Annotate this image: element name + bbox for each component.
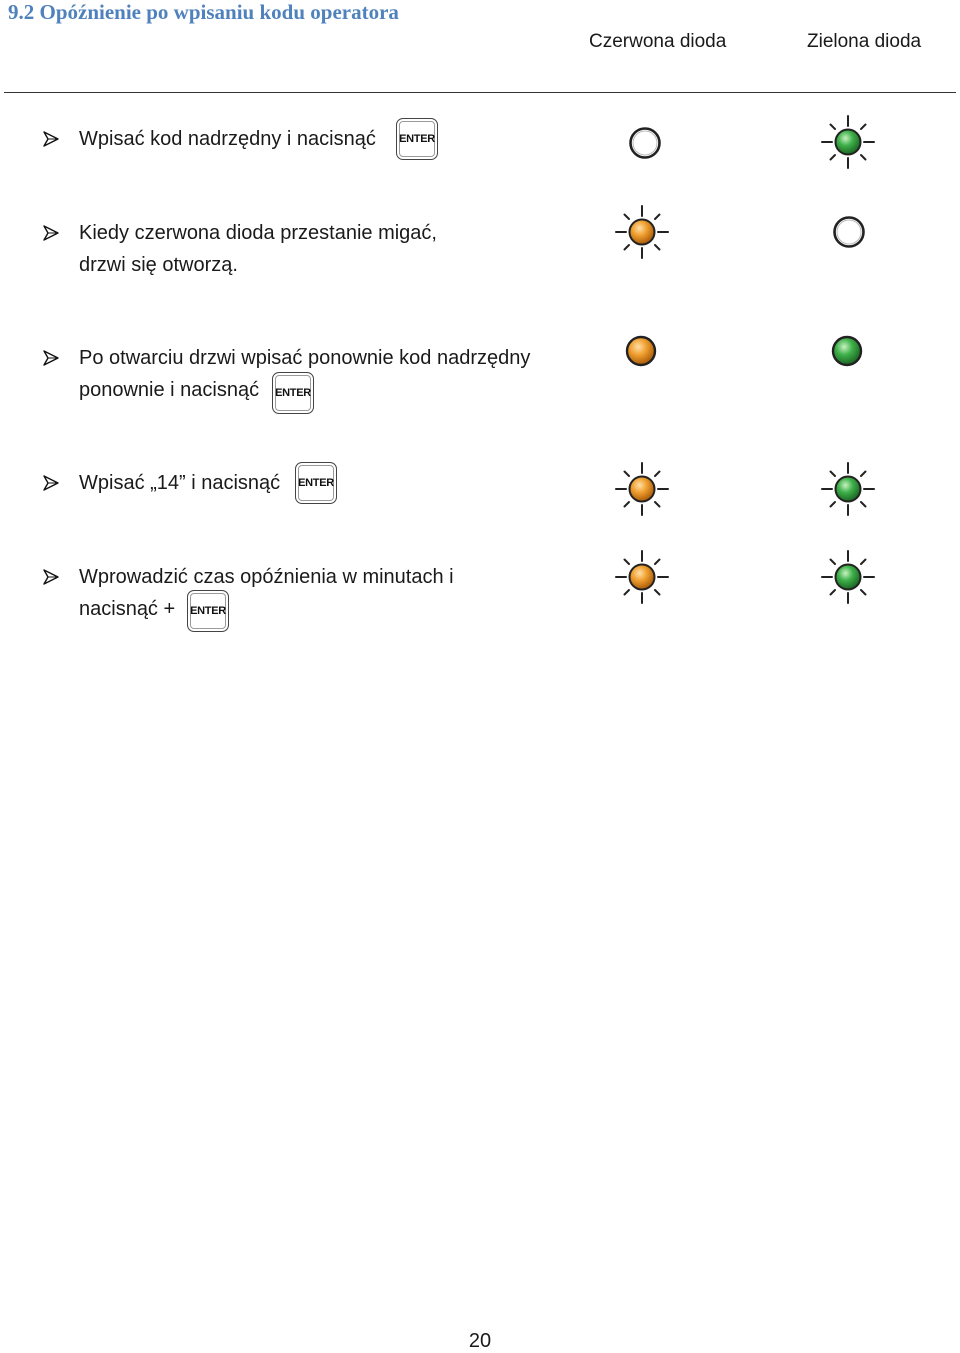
green-led-off-icon — [830, 213, 868, 251]
bullet-arrow-icon — [42, 568, 60, 586]
green-led-blinking-icon — [820, 549, 876, 605]
step-2-line-2: drzwi się otworzą. — [79, 254, 238, 276]
step-5-line-1: Wprowadzić czas opóźnienia w minutach i — [79, 566, 454, 588]
red-led-blinking-icon — [614, 204, 670, 260]
step-1-text — [79, 123, 376, 155]
bullet-arrow-icon — [42, 349, 60, 367]
enter-key-icon: ENTER — [187, 590, 229, 632]
step-1-line-1: Wpisać kod nadrzędny i nacisnąć — [79, 128, 376, 150]
green-led-steady-icon — [828, 332, 866, 370]
green-led-blinking-icon — [820, 114, 876, 170]
red-led-steady-icon — [622, 332, 660, 370]
step-3-line-1: Po otwarciu drzwi wpisać ponownie kod nadrzędny — [79, 347, 531, 369]
red-led-blinking-icon — [614, 461, 670, 517]
red-led-blinking-icon — [614, 549, 670, 605]
bullet-arrow-icon — [42, 224, 60, 242]
step-2-line-1: Kiedy czerwona dioda przestanie migać, — [79, 222, 437, 244]
enter-key-icon: ENTER — [272, 372, 314, 414]
column-header-red-led: Czerwona dioda — [589, 31, 727, 52]
red-led-off-icon — [626, 124, 664, 162]
page-number: 20 — [468, 1330, 492, 1352]
header-divider — [4, 92, 956, 93]
section-title: 9.2 Opóźnienie po wpisaniu kodu operatora — [8, 0, 399, 24]
step-2-text — [79, 217, 437, 281]
enter-key-icon: ENTER — [295, 462, 337, 504]
bullet-arrow-icon — [42, 130, 60, 148]
step-4-line-1: Wpisać „14” i nacisnąć — [79, 472, 281, 494]
step-5-line-2: nacisnąć + — [79, 598, 176, 620]
enter-key-icon: ENTER — [396, 118, 438, 160]
step-4-text — [79, 467, 280, 499]
bullet-arrow-icon — [42, 474, 60, 492]
green-led-blinking-icon — [820, 461, 876, 517]
step-5-text — [79, 561, 454, 625]
column-header-green-led: Zielona dioda — [807, 31, 922, 52]
step-3-line-2: ponownie i nacisnąć — [79, 379, 260, 401]
